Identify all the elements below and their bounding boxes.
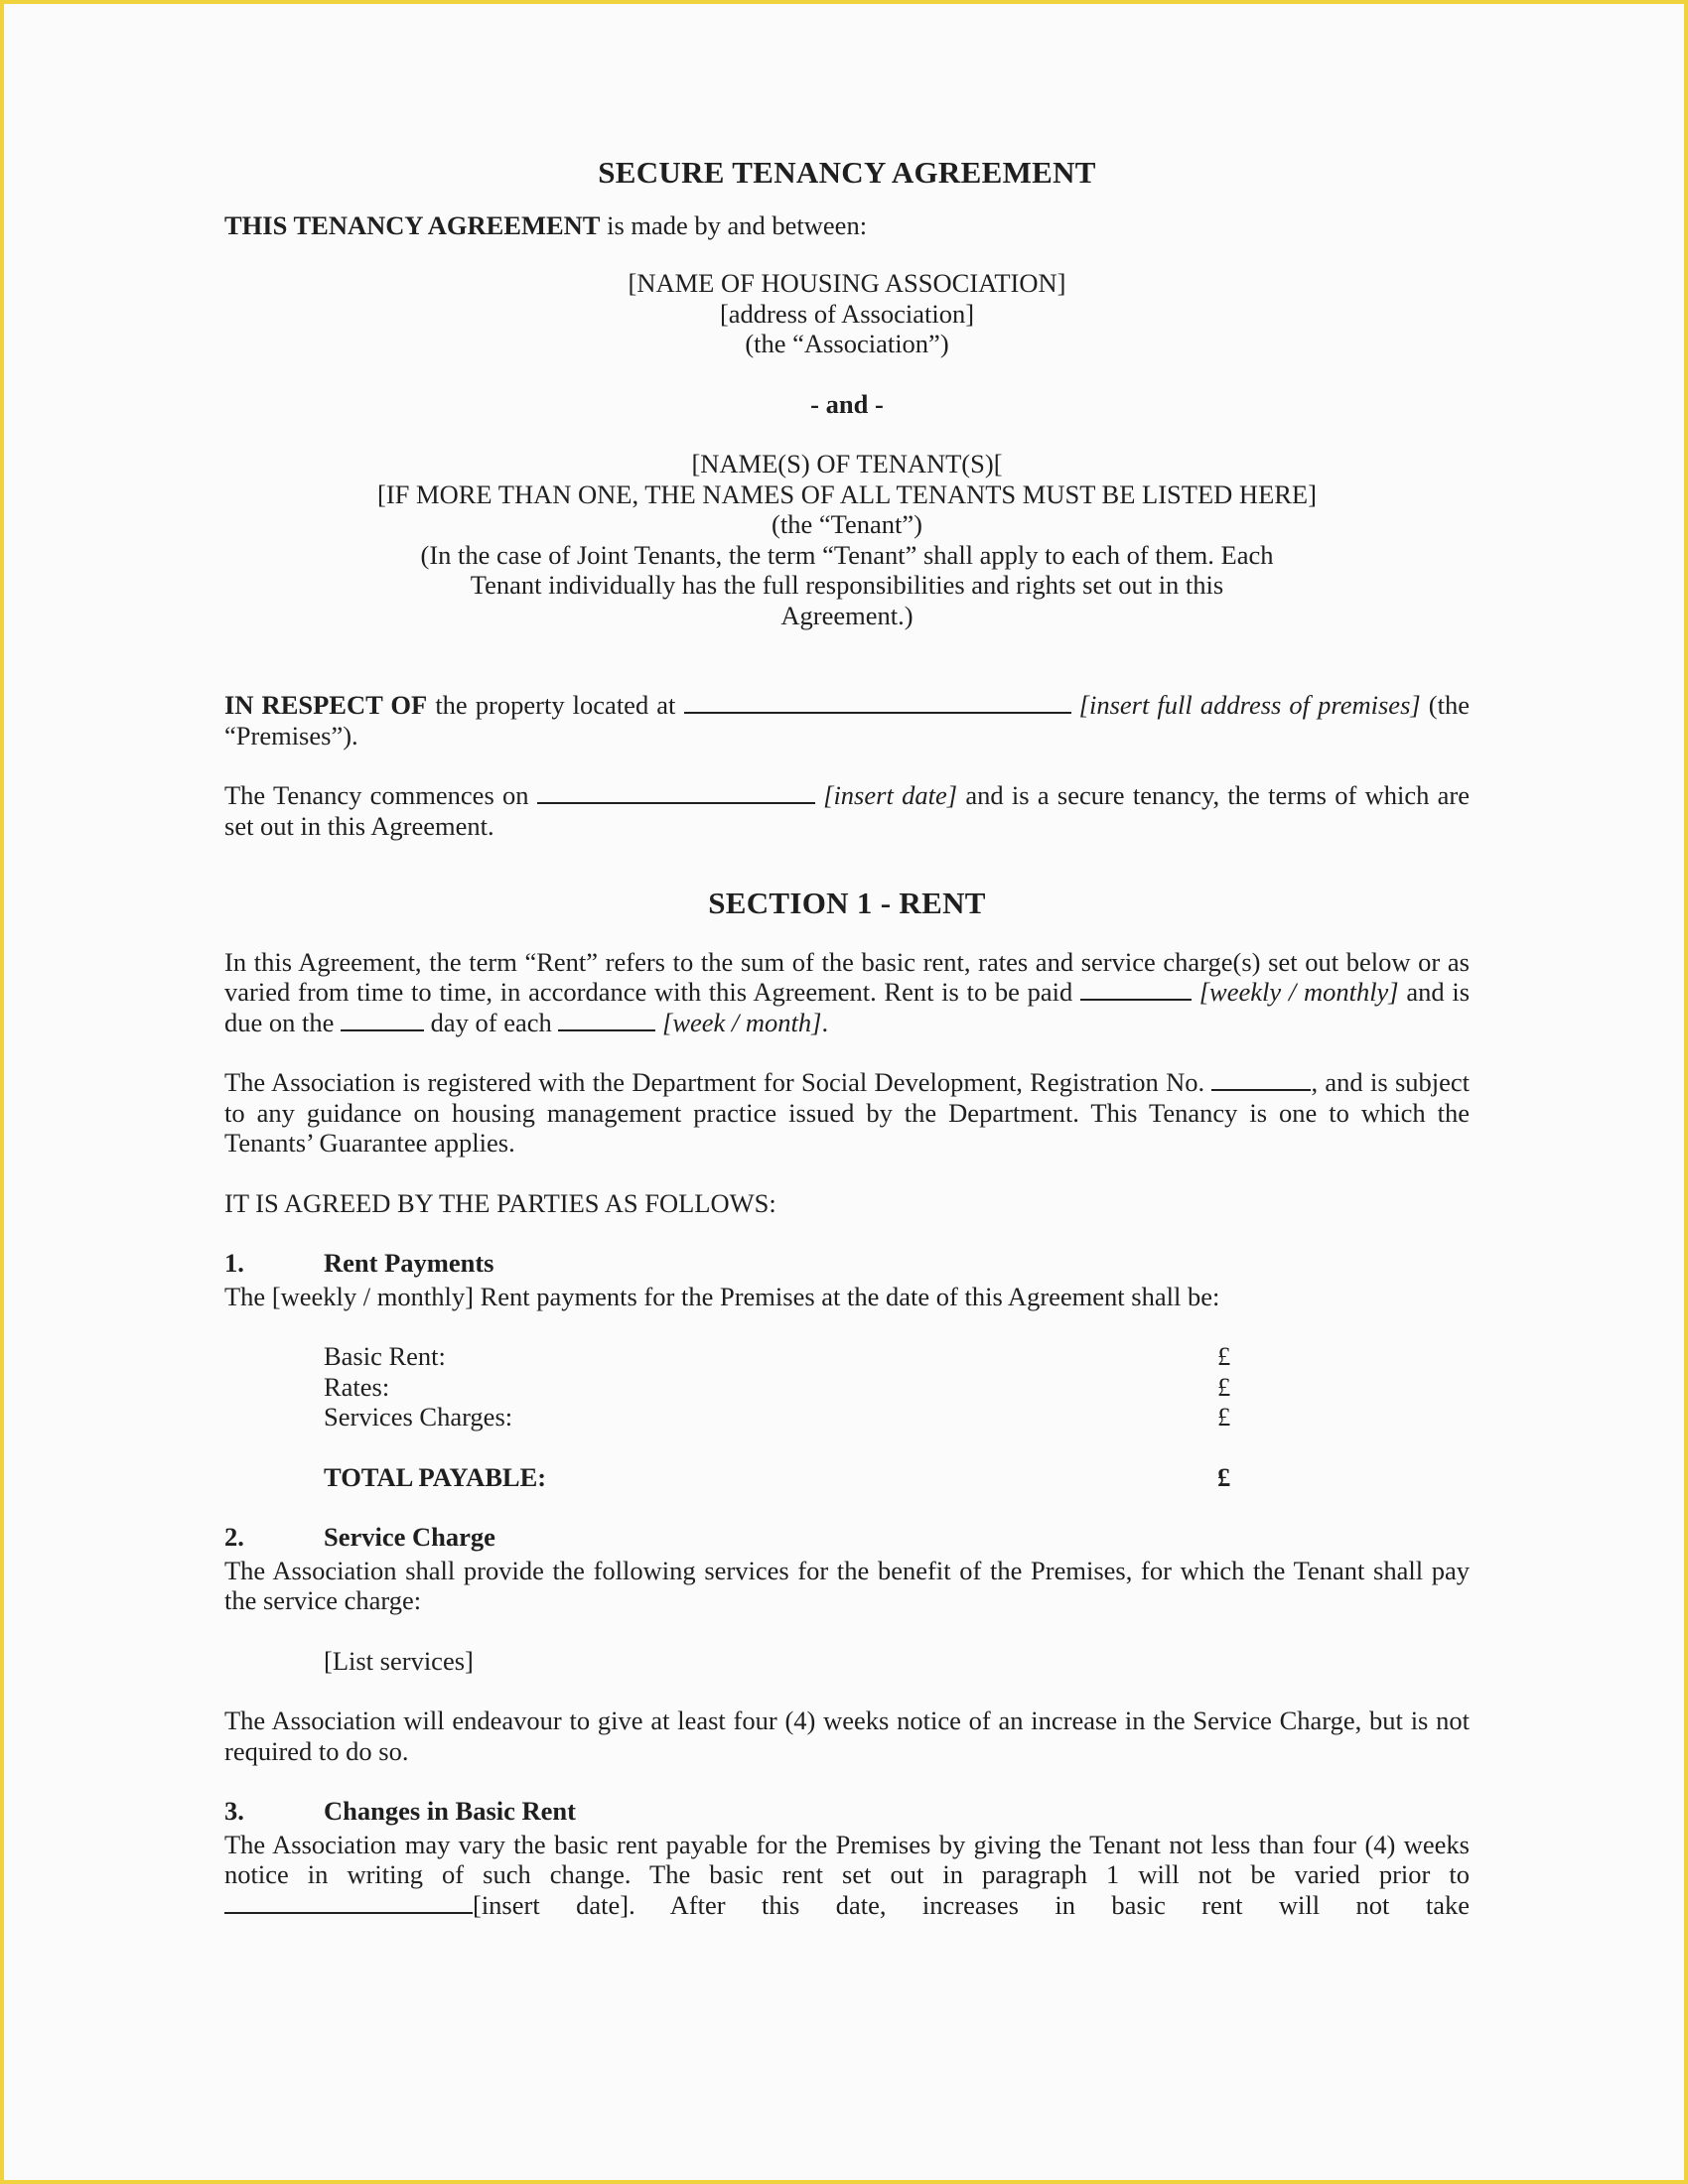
due-day-blank[interactable] [341,1008,424,1031]
association-block [224,268,1470,359]
period-blank[interactable] [558,1008,655,1031]
section-title: SECTION 1 - RENT [708,886,986,920]
tenant-alias: (the “Tenant”) [772,509,922,539]
respect-paragraph: IN RESPECT OF the property located at [insert full address of premises] (the “Premises”). [224,690,1471,751]
tenant-joint-line: (In the case of Joint Tenants, the term “Tenant” shall apply to each of them. Each [420,539,1274,570]
registration-blank[interactable] [1211,1067,1311,1091]
date-hint: [insert date] [823,780,958,810]
document-body [224,155,1471,1920]
table-row: Services Charges: £ [324,1402,1231,1432]
respect-lead: IN RESPECT OF [224,690,428,720]
address-blank[interactable] [684,690,1071,714]
association-alias: (the “Association”) [745,329,949,358]
tenant-joint-line: Agreement.) [780,600,914,630]
registration-paragraph: The Association is registered with the Department for Social Development, Registration No. , and is subject to any guidance on housing management practice issued by the Department. This Tenancy is one to which the Tenants’ Guarantee applies. [224,1067,1471,1158]
total-row: TOTAL PAYABLE: £ [324,1461,1231,1492]
date-blank[interactable] [537,780,815,804]
association-name: [NAME OF HOUSING ASSOCIATION] [628,268,1066,298]
address-hint: [insert full address of premises] [1078,690,1421,720]
intro-rest: is made by and between: [600,209,868,240]
clause-heading: 1. Rent Payments [224,1248,494,1278]
vary-date-blank[interactable] [224,1890,473,1914]
intro-lead: THIS TENANCY AGREEMENT [224,209,601,240]
clause-text: The Association will endeavour to give at least four (4) weeks notice of an increase in the Service Charge, but is not required to do so. [224,1706,1470,1766]
clause-text: The Association shall provide the following services for the benefit of the Premises, for which the Tenant shall pay the service charge: [224,1555,1470,1615]
tenant-block [224,449,1470,630]
rent-definition-paragraph: In this Agreement, the term “Rent” refers to the sum of the basic rent, rates and service charge(s) set out below or as varied from time to time, in accordance with this Agreement. Rent is to be paid [weekly / monthly] and is due on the day of each [week / month]. [224,946,1471,1037]
tenant-joint-line: Tenant individually has the full responsibilities and rights set out in this [470,570,1224,600]
intro-line [224,210,1470,241]
commence-paragraph: The Tenancy commences on [insert date] and is a secure tenancy, the terms of which are set out in this Agreement. [224,780,1471,841]
clause-text: The [weekly / monthly] Rent payments for the Premises at the date of this Agreement shall be: [224,1281,1220,1311]
document-title: SECURE TENANCY AGREEMENT [598,155,1096,190]
agreed-line: IT IS AGREED BY THE PARTIES AS FOLLOWS: [224,1187,776,1218]
association-address: [address of Association] [719,298,975,329]
rent-table [224,1341,1470,1492]
clause-heading: 3. Changes in Basic Rent [224,1796,576,1826]
table-row: Rates: £ [324,1371,1231,1402]
tenant-note: [IF MORE THAN ONE, THE NAMES OF ALL TENANTS MUST BE LISTED HERE] [377,478,1317,509]
rent-amount-blank[interactable] [1080,977,1192,1001]
services-list-placeholder: [List services] [324,1645,474,1676]
clause-heading: 2. Service Charge [224,1522,495,1552]
clause-text: The Association may vary the basic rent payable for the Premises by giving the Tenant not less than four (4) weeks notice in writing of such change. The basic rent set out in paragraph 1 will not be varied prior to [insert date]. After this date, increases in basic rent will not take [224,1829,1470,1920]
tenant-name: [NAME(S) OF TENANT(S)[ [691,449,1003,478]
table-row: Basic Rent: £ [324,1341,1231,1371]
and-separator: - and - [810,388,884,419]
